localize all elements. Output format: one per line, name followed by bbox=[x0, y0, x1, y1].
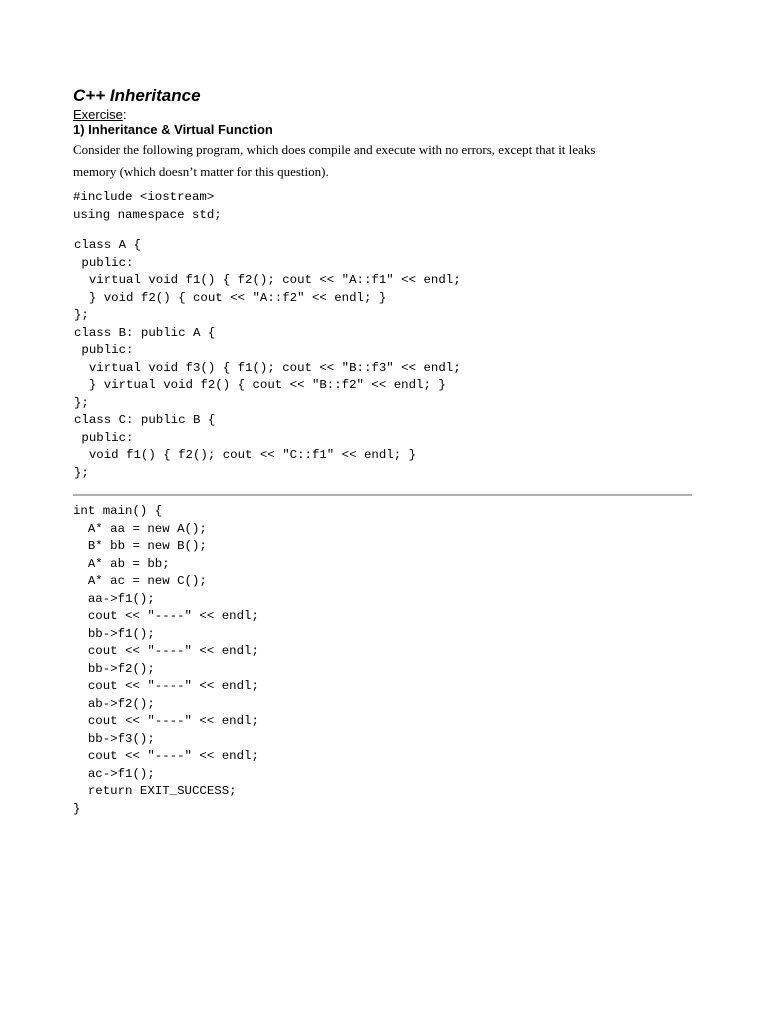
code-block-classes bbox=[74, 237, 461, 482]
intro-paragraph bbox=[73, 139, 683, 183]
code-line: class A { bbox=[74, 238, 141, 252]
code-block-main bbox=[73, 503, 259, 818]
code-line: using namespace std; bbox=[73, 207, 222, 222]
code-line: bb->f3(); bbox=[73, 731, 155, 746]
code-line: cout << "----" << endl; bbox=[73, 644, 259, 658]
code-line: } void f2() { cout << "A::f2" << endl; } bbox=[74, 290, 387, 305]
code-line: } virtual void f2() { cout << "B::f2" << endl; } bbox=[74, 378, 446, 392]
section-heading: 1) Inheritance & Virtual Function bbox=[73, 122, 273, 137]
code-line: A* ab = bb; bbox=[73, 556, 170, 571]
intro-line: Consider the following program, which does compile and execute with no errors, except that it leaks bbox=[73, 142, 596, 157]
code-line: #include <iostream> bbox=[73, 190, 215, 204]
code-line: ac->f1(); bbox=[73, 766, 155, 781]
exercise-label: Exercise bbox=[73, 107, 123, 122]
document-title: C++ Inheritance bbox=[73, 86, 201, 105]
code-line: } bbox=[73, 801, 81, 816]
code-line: cout << "----" << endl; bbox=[73, 714, 259, 728]
code-line: }; bbox=[74, 308, 89, 322]
code-line: int main() { bbox=[73, 504, 163, 518]
code-line: public: bbox=[74, 343, 134, 357]
code-line: public: bbox=[74, 430, 134, 445]
intro-line: memory (which doesn’t matter for this question). bbox=[73, 164, 329, 179]
code-line: return EXIT_SUCCESS; bbox=[73, 784, 237, 798]
code-line: A* aa = new A(); bbox=[73, 521, 207, 536]
code-line: }; bbox=[74, 465, 89, 480]
code-line: A* ac = new C(); bbox=[73, 574, 207, 588]
horizontal-divider bbox=[73, 494, 692, 496]
code-line: bb->f1(); bbox=[73, 626, 155, 641]
exercise-label-line bbox=[73, 107, 126, 122]
code-line: void f1() { f2(); cout << "C::f1" << endl; } bbox=[74, 448, 417, 462]
code-line: cout << "----" << endl; bbox=[73, 609, 259, 623]
code-line: public: bbox=[74, 255, 134, 270]
code-line: virtual void f1() { f2(); cout << "A::f1" << endl; bbox=[74, 273, 461, 287]
code-line: ab->f2(); bbox=[73, 696, 155, 711]
code-line: B* bb = new B(); bbox=[73, 539, 207, 553]
code-line: cout << "----" << endl; bbox=[73, 679, 259, 693]
code-line: cout << "----" << endl; bbox=[73, 749, 259, 763]
exercise-colon: : bbox=[122, 107, 127, 122]
code-line: virtual void f3() { f1(); cout << "B::f3" << endl; bbox=[74, 360, 461, 375]
code-line: class C: public B { bbox=[74, 413, 216, 427]
code-line: }; bbox=[74, 395, 89, 410]
code-line: bb->f2(); bbox=[73, 661, 155, 676]
code-block-include bbox=[73, 189, 222, 224]
code-line: aa->f1(); bbox=[73, 591, 155, 606]
code-line: class B: public A { bbox=[74, 325, 216, 340]
